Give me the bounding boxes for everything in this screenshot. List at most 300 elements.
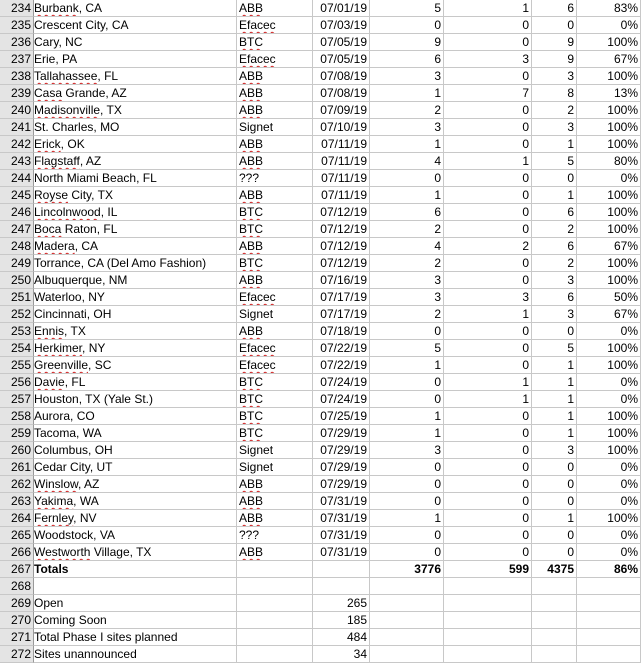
date-cell[interactable]: 07/10/19 [312, 119, 370, 136]
count-b-cell[interactable]: 0 [444, 323, 532, 340]
row-header[interactable]: 267 [0, 561, 34, 578]
count-a-cell[interactable]: 0 [370, 17, 444, 34]
count-a-cell[interactable]: 2 [370, 255, 444, 272]
row-header[interactable]: 240 [0, 102, 34, 119]
company-cell[interactable]: BTC [237, 391, 313, 408]
row-header[interactable]: 258 [0, 408, 34, 425]
count-total-cell[interactable]: 0 [532, 493, 577, 510]
summary-value[interactable]: 484 [312, 629, 370, 646]
total-percent-cell[interactable]: 86% [577, 561, 641, 578]
row-header[interactable]: 234 [0, 0, 34, 17]
summary-label[interactable]: Total Phase I sites planned [34, 629, 237, 646]
count-a-cell[interactable]: 3 [370, 119, 444, 136]
date-cell[interactable]: 07/17/19 [312, 306, 370, 323]
company-cell[interactable]: BTC [237, 221, 313, 238]
empty-cell[interactable] [237, 578, 313, 595]
empty-cell[interactable] [370, 646, 444, 663]
count-total-cell[interactable]: 0 [532, 459, 577, 476]
date-cell[interactable]: 07/05/19 [312, 34, 370, 51]
count-total-cell[interactable]: 2 [532, 255, 577, 272]
percent-cell[interactable]: 100% [577, 34, 641, 51]
date-cell[interactable]: 07/03/19 [312, 17, 370, 34]
count-b-cell[interactable]: 1 [444, 374, 532, 391]
count-a-cell[interactable]: 2 [370, 306, 444, 323]
empty-cell[interactable] [577, 595, 641, 612]
company-cell[interactable]: BTC [237, 408, 313, 425]
count-total-cell[interactable]: 1 [532, 510, 577, 527]
date-cell[interactable]: 07/29/19 [312, 459, 370, 476]
empty-cell[interactable] [532, 578, 577, 595]
count-b-cell[interactable]: 0 [444, 204, 532, 221]
percent-cell[interactable]: 0% [577, 323, 641, 340]
row-header[interactable]: 265 [0, 527, 34, 544]
percent-cell[interactable]: 0% [577, 527, 641, 544]
empty-cell[interactable] [532, 629, 577, 646]
row-header[interactable]: 268 [0, 578, 34, 595]
percent-cell[interactable]: 100% [577, 408, 641, 425]
count-b-cell[interactable]: 0 [444, 476, 532, 493]
date-cell[interactable]: 07/11/19 [312, 136, 370, 153]
company-cell[interactable]: ABB [237, 153, 313, 170]
count-b-cell[interactable]: 0 [444, 119, 532, 136]
empty-cell[interactable] [370, 578, 444, 595]
company-cell[interactable]: Efacec [237, 289, 313, 306]
row-header[interactable]: 271 [0, 629, 34, 646]
count-b-cell[interactable]: 0 [444, 493, 532, 510]
row-header[interactable]: 249 [0, 255, 34, 272]
count-b-cell[interactable]: 0 [444, 340, 532, 357]
total-c-cell[interactable]: 4375 [532, 561, 577, 578]
count-total-cell[interactable]: 1 [532, 357, 577, 374]
company-cell[interactable]: ABB [237, 68, 313, 85]
percent-cell[interactable]: 100% [577, 272, 641, 289]
city-cell[interactable]: Royse City, TX [34, 187, 237, 204]
count-b-cell[interactable]: 0 [444, 442, 532, 459]
count-total-cell[interactable]: 9 [532, 34, 577, 51]
summary-value[interactable]: 265 [312, 595, 370, 612]
empty-cell[interactable] [444, 646, 532, 663]
company-cell[interactable]: Efacec [237, 51, 313, 68]
summary-value[interactable]: 185 [312, 612, 370, 629]
row-header[interactable]: 235 [0, 17, 34, 34]
count-b-cell[interactable]: 0 [444, 459, 532, 476]
percent-cell[interactable]: 100% [577, 340, 641, 357]
count-total-cell[interactable]: 0 [532, 170, 577, 187]
date-cell[interactable]: 07/22/19 [312, 340, 370, 357]
empty-cell[interactable] [370, 629, 444, 646]
count-b-cell[interactable]: 0 [444, 425, 532, 442]
count-a-cell[interactable]: 2 [370, 102, 444, 119]
row-header[interactable]: 236 [0, 34, 34, 51]
count-b-cell[interactable]: 0 [444, 102, 532, 119]
company-cell[interactable]: ??? [237, 527, 313, 544]
count-total-cell[interactable]: 6 [532, 238, 577, 255]
city-cell[interactable]: Crescent City, CA [34, 17, 237, 34]
city-cell[interactable]: Waterloo, NY [34, 289, 237, 306]
count-a-cell[interactable]: 6 [370, 204, 444, 221]
count-a-cell[interactable]: 3 [370, 68, 444, 85]
percent-cell[interactable]: 83% [577, 0, 641, 17]
date-cell[interactable]: 07/29/19 [312, 442, 370, 459]
company-cell[interactable]: ABB [237, 510, 313, 527]
summary-label[interactable]: Sites unannounced [34, 646, 237, 663]
count-b-cell[interactable]: 1 [444, 306, 532, 323]
count-a-cell[interactable]: 0 [370, 476, 444, 493]
company-cell[interactable]: ABB [237, 85, 313, 102]
count-total-cell[interactable]: 1 [532, 187, 577, 204]
date-cell[interactable]: 07/01/19 [312, 0, 370, 17]
city-cell[interactable]: Houston, TX (Yale St.) [34, 391, 237, 408]
row-header[interactable]: 245 [0, 187, 34, 204]
city-cell[interactable]: Davie, FL [34, 374, 237, 391]
date-cell[interactable]: 07/05/19 [312, 51, 370, 68]
company-cell[interactable]: ABB [237, 476, 313, 493]
summary-label[interactable]: Coming Soon [34, 612, 237, 629]
count-b-cell[interactable]: 0 [444, 357, 532, 374]
percent-cell[interactable]: 100% [577, 221, 641, 238]
percent-cell[interactable]: 0% [577, 476, 641, 493]
count-b-cell[interactable]: 1 [444, 0, 532, 17]
count-total-cell[interactable]: 3 [532, 272, 577, 289]
count-a-cell[interactable]: 5 [370, 340, 444, 357]
count-b-cell[interactable]: 0 [444, 255, 532, 272]
city-cell[interactable]: Casa Grande, AZ [34, 85, 237, 102]
empty-cell[interactable] [444, 612, 532, 629]
date-cell[interactable]: 07/11/19 [312, 170, 370, 187]
company-cell[interactable]: Efacec [237, 17, 313, 34]
date-cell[interactable]: 07/11/19 [312, 187, 370, 204]
empty-cell[interactable] [237, 595, 313, 612]
row-header[interactable]: 262 [0, 476, 34, 493]
date-cell[interactable]: 07/22/19 [312, 357, 370, 374]
percent-cell[interactable]: 100% [577, 357, 641, 374]
count-a-cell[interactable]: 0 [370, 391, 444, 408]
count-a-cell[interactable]: 0 [370, 170, 444, 187]
city-cell[interactable]: Yakima, WA [34, 493, 237, 510]
empty-cell[interactable] [577, 578, 641, 595]
totals-label[interactable]: Totals [34, 561, 237, 578]
percent-cell[interactable]: 100% [577, 102, 641, 119]
percent-cell[interactable]: 80% [577, 153, 641, 170]
count-b-cell[interactable]: 0 [444, 34, 532, 51]
company-cell[interactable]: ??? [237, 170, 313, 187]
date-cell[interactable]: 07/09/19 [312, 102, 370, 119]
empty-cell[interactable] [532, 646, 577, 663]
date-cell[interactable]: 07/16/19 [312, 272, 370, 289]
company-cell[interactable]: ABB [237, 493, 313, 510]
empty-cell[interactable] [237, 629, 313, 646]
row-header[interactable]: 263 [0, 493, 34, 510]
count-total-cell[interactable]: 5 [532, 153, 577, 170]
empty-cell[interactable] [444, 629, 532, 646]
row-header[interactable]: 238 [0, 68, 34, 85]
count-total-cell[interactable]: 0 [532, 527, 577, 544]
percent-cell[interactable]: 13% [577, 85, 641, 102]
city-cell[interactable]: Cedar City, UT [34, 459, 237, 476]
row-header[interactable]: 259 [0, 425, 34, 442]
count-total-cell[interactable]: 2 [532, 221, 577, 238]
company-cell[interactable]: BTC [237, 425, 313, 442]
count-a-cell[interactable]: 4 [370, 153, 444, 170]
row-header[interactable]: 252 [0, 306, 34, 323]
row-header[interactable]: 250 [0, 272, 34, 289]
company-cell[interactable]: Signet [237, 442, 313, 459]
city-cell[interactable]: Westworth Village, TX [34, 544, 237, 561]
percent-cell[interactable]: 67% [577, 306, 641, 323]
count-a-cell[interactable]: 6 [370, 51, 444, 68]
percent-cell[interactable]: 50% [577, 289, 641, 306]
date-cell[interactable]: 07/08/19 [312, 68, 370, 85]
row-header[interactable]: 260 [0, 442, 34, 459]
row-header[interactable]: 270 [0, 612, 34, 629]
city-cell[interactable]: Erick, OK [34, 136, 237, 153]
date-cell[interactable]: 07/31/19 [312, 544, 370, 561]
city-cell[interactable]: North Miami Beach, FL [34, 170, 237, 187]
city-cell[interactable]: Albuquerque, NM [34, 272, 237, 289]
city-cell[interactable]: Columbus, OH [34, 442, 237, 459]
row-header[interactable]: 237 [0, 51, 34, 68]
empty-cell[interactable] [312, 578, 370, 595]
empty-cell[interactable] [312, 561, 370, 578]
percent-cell[interactable]: 100% [577, 204, 641, 221]
count-a-cell[interactable]: 1 [370, 510, 444, 527]
empty-cell[interactable] [370, 595, 444, 612]
row-header[interactable]: 257 [0, 391, 34, 408]
percent-cell[interactable]: 100% [577, 510, 641, 527]
percent-cell[interactable]: 100% [577, 68, 641, 85]
percent-cell[interactable]: 0% [577, 459, 641, 476]
count-total-cell[interactable]: 3 [532, 119, 577, 136]
city-cell[interactable]: Burbank, CA [34, 0, 237, 17]
row-header[interactable]: 255 [0, 357, 34, 374]
city-cell[interactable]: Erie, PA [34, 51, 237, 68]
count-total-cell[interactable]: 3 [532, 306, 577, 323]
count-b-cell[interactable]: 2 [444, 238, 532, 255]
row-header[interactable]: 243 [0, 153, 34, 170]
city-cell[interactable]: Madisonville, TX [34, 102, 237, 119]
date-cell[interactable]: 07/25/19 [312, 408, 370, 425]
city-cell[interactable]: Cincinnati, OH [34, 306, 237, 323]
count-b-cell[interactable]: 0 [444, 544, 532, 561]
count-a-cell[interactable]: 0 [370, 459, 444, 476]
summary-value[interactable]: 34 [312, 646, 370, 663]
city-cell[interactable]: Aurora, CO [34, 408, 237, 425]
company-cell[interactable]: ABB [237, 187, 313, 204]
row-header[interactable]: 241 [0, 119, 34, 136]
date-cell[interactable]: 07/24/19 [312, 391, 370, 408]
date-cell[interactable]: 07/18/19 [312, 323, 370, 340]
count-a-cell[interactable]: 3 [370, 272, 444, 289]
company-cell[interactable]: BTC [237, 255, 313, 272]
count-total-cell[interactable]: 3 [532, 442, 577, 459]
count-a-cell[interactable]: 3 [370, 289, 444, 306]
count-a-cell[interactable]: 2 [370, 221, 444, 238]
count-b-cell[interactable]: 0 [444, 527, 532, 544]
empty-cell[interactable] [532, 612, 577, 629]
company-cell[interactable]: ABB [237, 544, 313, 561]
count-a-cell[interactable]: 4 [370, 238, 444, 255]
row-header[interactable]: 244 [0, 170, 34, 187]
count-total-cell[interactable]: 0 [532, 17, 577, 34]
percent-cell[interactable]: 0% [577, 374, 641, 391]
count-total-cell[interactable]: 0 [532, 476, 577, 493]
count-a-cell[interactable]: 0 [370, 544, 444, 561]
company-cell[interactable]: ABB [237, 323, 313, 340]
date-cell[interactable]: 07/12/19 [312, 221, 370, 238]
row-header[interactable]: 266 [0, 544, 34, 561]
city-cell[interactable]: Fernley, NV [34, 510, 237, 527]
date-cell[interactable]: 07/31/19 [312, 510, 370, 527]
summary-label[interactable]: Open [34, 595, 237, 612]
city-cell[interactable]: Torrance, CA (Del Amo Fashion) [34, 255, 237, 272]
empty-cell[interactable] [532, 595, 577, 612]
city-cell[interactable]: Winslow, AZ [34, 476, 237, 493]
count-a-cell[interactable]: 1 [370, 425, 444, 442]
city-cell[interactable]: Tacoma, WA [34, 425, 237, 442]
company-cell[interactable]: ABB [237, 136, 313, 153]
count-b-cell[interactable]: 0 [444, 510, 532, 527]
count-b-cell[interactable]: 0 [444, 136, 532, 153]
count-a-cell[interactable]: 1 [370, 136, 444, 153]
count-a-cell[interactable]: 9 [370, 34, 444, 51]
count-a-cell[interactable]: 3 [370, 442, 444, 459]
percent-cell[interactable]: 100% [577, 136, 641, 153]
total-b-cell[interactable]: 599 [444, 561, 532, 578]
company-cell[interactable]: ABB [237, 0, 313, 17]
row-header[interactable]: 254 [0, 340, 34, 357]
company-cell[interactable]: Signet [237, 306, 313, 323]
empty-cell[interactable] [237, 561, 313, 578]
date-cell[interactable]: 07/29/19 [312, 476, 370, 493]
empty-cell[interactable] [577, 629, 641, 646]
empty-cell[interactable] [34, 578, 237, 595]
row-header[interactable]: 269 [0, 595, 34, 612]
date-cell[interactable]: 07/08/19 [312, 85, 370, 102]
percent-cell[interactable]: 0% [577, 391, 641, 408]
count-total-cell[interactable]: 5 [532, 340, 577, 357]
company-cell[interactable]: Signet [237, 459, 313, 476]
count-total-cell[interactable]: 1 [532, 425, 577, 442]
empty-cell[interactable] [577, 646, 641, 663]
count-total-cell[interactable]: 6 [532, 204, 577, 221]
city-cell[interactable]: Greenville, SC [34, 357, 237, 374]
city-cell[interactable]: St. Charles, MO [34, 119, 237, 136]
count-total-cell[interactable]: 9 [532, 51, 577, 68]
city-cell[interactable]: Tallahassee, FL [34, 68, 237, 85]
count-b-cell[interactable]: 0 [444, 221, 532, 238]
city-cell[interactable]: Cary, NC [34, 34, 237, 51]
date-cell[interactable]: 07/31/19 [312, 493, 370, 510]
count-b-cell[interactable]: 0 [444, 272, 532, 289]
city-cell[interactable]: Woodstock, VA [34, 527, 237, 544]
count-total-cell[interactable]: 1 [532, 391, 577, 408]
empty-cell[interactable] [370, 612, 444, 629]
city-cell[interactable]: Lincolnwood, IL [34, 204, 237, 221]
count-total-cell[interactable]: 0 [532, 544, 577, 561]
count-a-cell[interactable]: 0 [370, 527, 444, 544]
empty-cell[interactable] [237, 612, 313, 629]
total-a-cell[interactable]: 3776 [370, 561, 444, 578]
count-b-cell[interactable]: 1 [444, 391, 532, 408]
count-b-cell[interactable]: 7 [444, 85, 532, 102]
row-header[interactable]: 251 [0, 289, 34, 306]
count-total-cell[interactable]: 3 [532, 68, 577, 85]
empty-cell[interactable] [237, 646, 313, 663]
date-cell[interactable]: 07/12/19 [312, 238, 370, 255]
count-total-cell[interactable]: 2 [532, 102, 577, 119]
percent-cell[interactable]: 100% [577, 425, 641, 442]
date-cell[interactable]: 07/17/19 [312, 289, 370, 306]
count-total-cell[interactable]: 1 [532, 374, 577, 391]
percent-cell[interactable]: 0% [577, 493, 641, 510]
city-cell[interactable]: Ennis, TX [34, 323, 237, 340]
percent-cell[interactable]: 100% [577, 442, 641, 459]
percent-cell[interactable]: 0% [577, 544, 641, 561]
count-b-cell[interactable]: 0 [444, 68, 532, 85]
percent-cell[interactable]: 0% [577, 170, 641, 187]
row-header[interactable]: 272 [0, 646, 34, 663]
company-cell[interactable]: BTC [237, 374, 313, 391]
count-b-cell[interactable]: 3 [444, 289, 532, 306]
count-b-cell[interactable]: 0 [444, 170, 532, 187]
count-b-cell[interactable]: 3 [444, 51, 532, 68]
percent-cell[interactable]: 0% [577, 17, 641, 34]
percent-cell[interactable]: 100% [577, 187, 641, 204]
count-a-cell[interactable]: 0 [370, 493, 444, 510]
count-a-cell[interactable]: 1 [370, 187, 444, 204]
count-total-cell[interactable]: 1 [532, 136, 577, 153]
row-header[interactable]: 239 [0, 85, 34, 102]
count-total-cell[interactable]: 6 [532, 289, 577, 306]
count-a-cell[interactable]: 5 [370, 0, 444, 17]
company-cell[interactable]: ABB [237, 272, 313, 289]
row-header[interactable]: 256 [0, 374, 34, 391]
company-cell[interactable]: ABB [237, 238, 313, 255]
date-cell[interactable]: 07/11/19 [312, 153, 370, 170]
company-cell[interactable]: ABB [237, 102, 313, 119]
count-b-cell[interactable]: 0 [444, 187, 532, 204]
empty-cell[interactable] [444, 578, 532, 595]
row-header[interactable]: 261 [0, 459, 34, 476]
date-cell[interactable]: 07/12/19 [312, 255, 370, 272]
count-total-cell[interactable]: 6 [532, 0, 577, 17]
percent-cell[interactable]: 67% [577, 51, 641, 68]
percent-cell[interactable]: 67% [577, 238, 641, 255]
company-cell[interactable]: Efacec [237, 357, 313, 374]
empty-cell[interactable] [444, 595, 532, 612]
count-a-cell[interactable]: 1 [370, 85, 444, 102]
city-cell[interactable]: Herkimer, NY [34, 340, 237, 357]
company-cell[interactable]: Signet [237, 119, 313, 136]
row-header[interactable]: 264 [0, 510, 34, 527]
company-cell[interactable]: BTC [237, 204, 313, 221]
count-a-cell[interactable]: 1 [370, 408, 444, 425]
date-cell[interactable]: 07/29/19 [312, 425, 370, 442]
percent-cell[interactable]: 100% [577, 119, 641, 136]
percent-cell[interactable]: 100% [577, 255, 641, 272]
count-total-cell[interactable]: 0 [532, 323, 577, 340]
row-header[interactable]: 253 [0, 323, 34, 340]
count-total-cell[interactable]: 1 [532, 408, 577, 425]
city-cell[interactable]: Madera, CA [34, 238, 237, 255]
count-b-cell[interactable]: 0 [444, 17, 532, 34]
date-cell[interactable]: 07/12/19 [312, 204, 370, 221]
company-cell[interactable]: BTC [237, 34, 313, 51]
count-b-cell[interactable]: 1 [444, 153, 532, 170]
row-header[interactable]: 242 [0, 136, 34, 153]
count-b-cell[interactable]: 0 [444, 408, 532, 425]
empty-cell[interactable] [577, 612, 641, 629]
